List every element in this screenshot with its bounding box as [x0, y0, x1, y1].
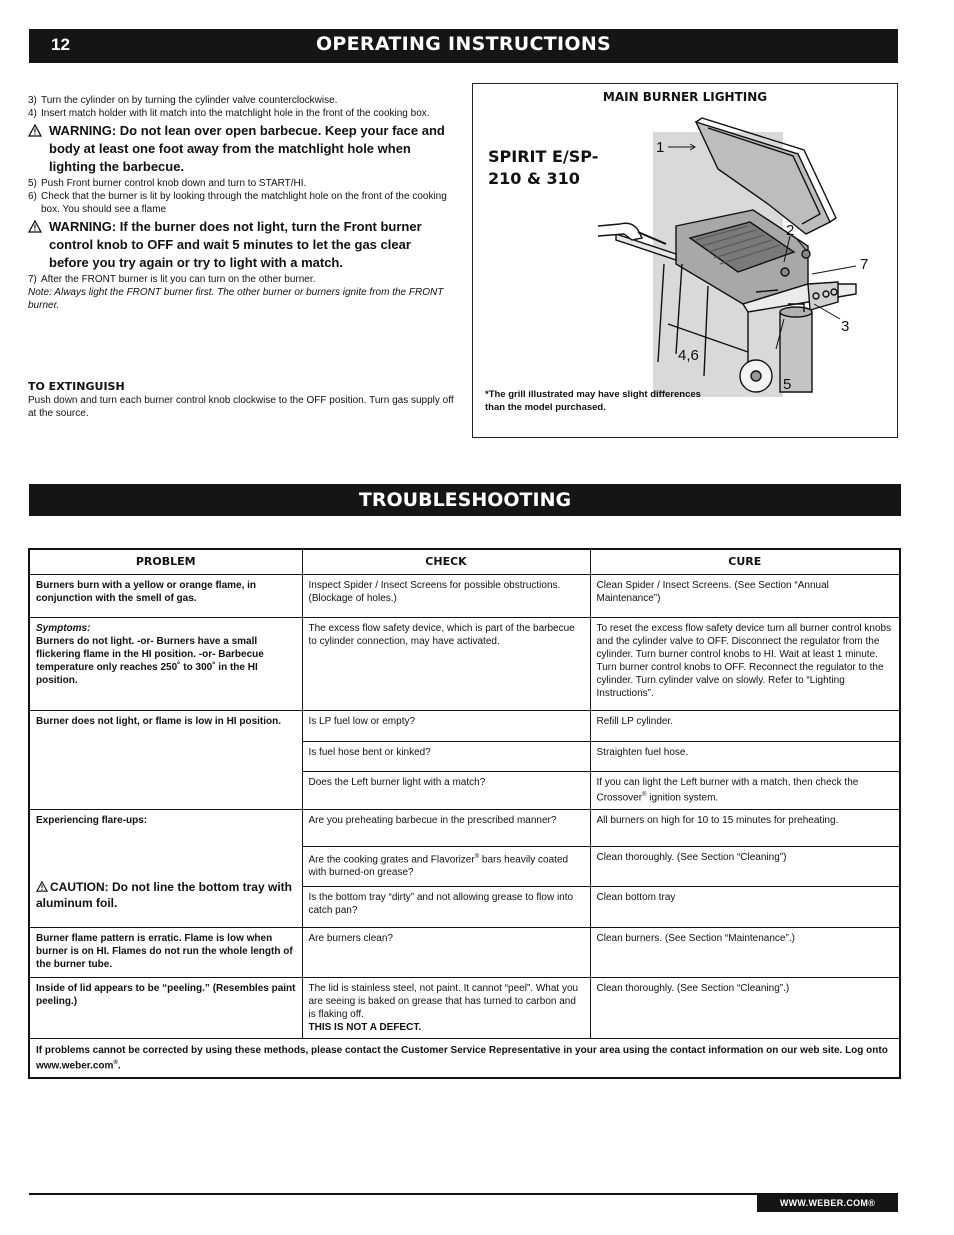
- table-row: [29, 809, 900, 846]
- step-text: Push Front burner control knob down and turn to START/HI.: [41, 178, 307, 189]
- model-line-1: SPIRIT E/SP-: [488, 147, 599, 166]
- table-row: [29, 977, 900, 1038]
- table-footer-row: [29, 1038, 900, 1078]
- callout-1: 1: [656, 139, 665, 156]
- problem-header: PROBLEM: [29, 549, 302, 574]
- step-number: 3): [28, 95, 37, 106]
- check-cell: Does the Left burner light with a match?: [302, 771, 590, 809]
- registered-mark: ®: [642, 791, 647, 798]
- cure-header: CURE: [590, 549, 900, 574]
- table-row: [29, 710, 900, 741]
- warning-text: WARNING: If the burner does not light, turn the Front burner control knob to OFF and wait 5 minutes to let the gas clear before you try again or try to light with a match.: [49, 219, 422, 270]
- check-cell: Are you preheating barbecue in the prescribed manner?: [302, 809, 590, 846]
- extinguish-section: [28, 380, 458, 420]
- check-text: Are the cooking grates and Flavorizer: [308, 853, 475, 865]
- warning-triangle-icon: [36, 881, 48, 892]
- troubleshooting-table: [28, 548, 901, 1079]
- callout-2: 2: [786, 222, 795, 239]
- problem-cell: Burners burn with a yellow or orange flame, in conjunction with the smell of gas.: [29, 574, 302, 617]
- check-cell: Is the bottom tray “dirty” and not allowing grease to flow into catch pan?: [302, 886, 590, 927]
- problem-cell: Burner flame pattern is erratic. Flame is low when burner is on HI. Flames do not run the whole length of the burner tube.: [29, 927, 302, 977]
- check-cell: [302, 977, 590, 1038]
- problem-cell: Burner does not light, or flame is low in HI position.: [29, 710, 302, 809]
- symptoms-label: Symptoms:: [36, 622, 91, 634]
- check-cell: Is fuel hose bent or kinked?: [302, 741, 590, 771]
- cure-text: ignition system.: [646, 791, 719, 803]
- step-number: 7): [28, 274, 37, 285]
- lighting-instructions: [28, 94, 453, 312]
- caution-text: CAUTION: Do not line the bottom tray with aluminum foil.: [36, 879, 292, 910]
- model-name: [488, 146, 608, 190]
- callout-7: 7: [860, 256, 869, 273]
- step-number: 6): [28, 191, 37, 202]
- check-cell: [302, 846, 590, 886]
- cure-cell: To reset the excess flow safety device turn all burner control knobs and the cylinder valve to OFF. Disconnect the regulator from the cylinder. Turn burner control knobs to HI. Wait at least 1 minute. Turn burner control knobs to OFF. Reconnect the regulator to the cylinder. Turn cylinder valve on slowly. Refer to “Lighting Instructions”.: [590, 617, 900, 710]
- cure-cell: Clean bottom tray: [590, 886, 900, 927]
- step-3: [28, 94, 453, 107]
- table-row: [29, 927, 900, 977]
- cure-cell: All burners on high for 10 to 15 minutes for preheating.: [590, 809, 900, 846]
- step-text: Insert match holder with lit match into the matchlight hole in the front of the cooking box.: [41, 108, 430, 119]
- footer-url[interactable]: WWW.WEBER.COM®: [757, 1195, 898, 1212]
- extinguish-text: Push down and turn each burner control knob clockwise to the OFF position. Turn gas supply off at the source.: [28, 395, 454, 419]
- figure-disclaimer: *The grill illustrated may have slight differences than the model purchased.: [485, 389, 701, 413]
- table-row: [29, 574, 900, 617]
- cure-cell: Refill LP cylinder.: [590, 710, 900, 741]
- cure-cell: Clean thoroughly. (See Section “Cleaning”): [590, 846, 900, 886]
- check-cell: Are burners clean?: [302, 927, 590, 977]
- main-burner-lighting-figure: [472, 83, 898, 438]
- callout-3: 3: [841, 318, 850, 335]
- warning-triangle-icon: [28, 220, 42, 233]
- step-text: After the FRONT burner is lit you can turn on the other burner.: [41, 274, 316, 285]
- contact-note: [29, 1038, 900, 1078]
- step-7: [28, 273, 453, 286]
- step-number: 5): [28, 178, 37, 189]
- check-cell: Is LP fuel low or empty?: [302, 710, 590, 741]
- problem-cell: Inside of lid appears to be “peeling.” (Resembles paint peeling.): [29, 977, 302, 1038]
- cure-cell: Straighten fuel hose.: [590, 741, 900, 771]
- extinguish-heading: TO EXTINGUISH: [28, 380, 125, 393]
- registered-mark: ®: [474, 853, 480, 860]
- callout-4-6: 4,6: [678, 347, 699, 364]
- step-number: 4): [28, 108, 37, 119]
- warning-triangle-icon: [28, 124, 42, 137]
- check-text: The lid is stainless steel, not paint. It cannot “peel”. What you are seeing is baked on grease that has turned to carbon and is flaking off.: [308, 982, 579, 1020]
- check-cell: Inspect Spider / Insect Screens for possible obstructions. (Blockage of holes.): [302, 574, 590, 617]
- problem-text: Burners do not light. -or- Burners have a small flickering flame in the HI position. -or- Barbecue temperature only reaches 250˚ to 300˚ in the HI position.: [36, 635, 264, 686]
- warning-1: [28, 122, 453, 176]
- check-cell: The excess flow safety device, which is part of the barbecue to cylinder connection, may have activated.: [302, 617, 590, 710]
- problem-cell: [29, 809, 302, 927]
- warning-text: WARNING: Do not lean over open barbecue. Keep your face and body at least one foot away from the matchlight hole when lighting the barbecue.: [49, 123, 445, 174]
- page-number: 12: [51, 35, 70, 54]
- cure-cell: [590, 771, 900, 809]
- troubleshooting-title: TROUBLESHOOTING: [29, 484, 901, 516]
- model-line-2: 210 & 310: [488, 169, 580, 188]
- caution-note: [36, 879, 296, 911]
- callout-5: 5: [783, 376, 792, 393]
- figure-title: MAIN BURNER LIGHTING: [602, 90, 768, 104]
- cure-text: If you can light the Left burner with a match, then check the Crossover: [596, 776, 859, 803]
- step-5: [28, 177, 453, 190]
- table-row: [29, 617, 900, 710]
- step-text: Turn the cylinder on by turning the cylinder valve counterclockwise.: [41, 95, 338, 106]
- grill-illustration: [598, 114, 893, 404]
- step-6: [28, 190, 453, 216]
- step-4: [28, 107, 453, 120]
- cure-cell: Clean Spider / Insect Screens. (See Section “Annual Maintenance”): [590, 574, 900, 617]
- contact-text-end: .: [117, 1059, 121, 1071]
- lighting-note: Note: Always light the FRONT burner first. The other burner or burners ignite from the FRONT burner.: [28, 287, 444, 311]
- not-a-defect-note: THIS IS NOT A DEFECT.: [308, 1021, 422, 1033]
- check-header: CHECK: [302, 549, 590, 574]
- check-text: bars heavily coated with burned-on grease?: [308, 853, 569, 878]
- wheel: [740, 360, 772, 392]
- cure-cell: Clean thoroughly. (See Section “Cleaning”.): [590, 977, 900, 1038]
- problem-text: Experiencing flare-ups:: [36, 814, 148, 826]
- warning-2: [28, 218, 453, 272]
- contact-text: If problems cannot be corrected by using these methods, please contact the Customer Service Representative in your area using the contact information on our web site. Log onto www.weber.com: [36, 1044, 888, 1071]
- table-header-row: [29, 549, 900, 574]
- registered-mark: ®: [113, 1059, 118, 1066]
- page-title: OPERATING INSTRUCTIONS: [315, 33, 612, 55]
- problem-cell: [29, 617, 302, 710]
- header-bar: [29, 29, 898, 63]
- cure-cell: Clean burners. (See Section “Maintenance”.): [590, 927, 900, 977]
- step-text: Check that the burner is lit by looking through the matchlight hole on the front of the cooking box. You should see a flame: [41, 191, 447, 215]
